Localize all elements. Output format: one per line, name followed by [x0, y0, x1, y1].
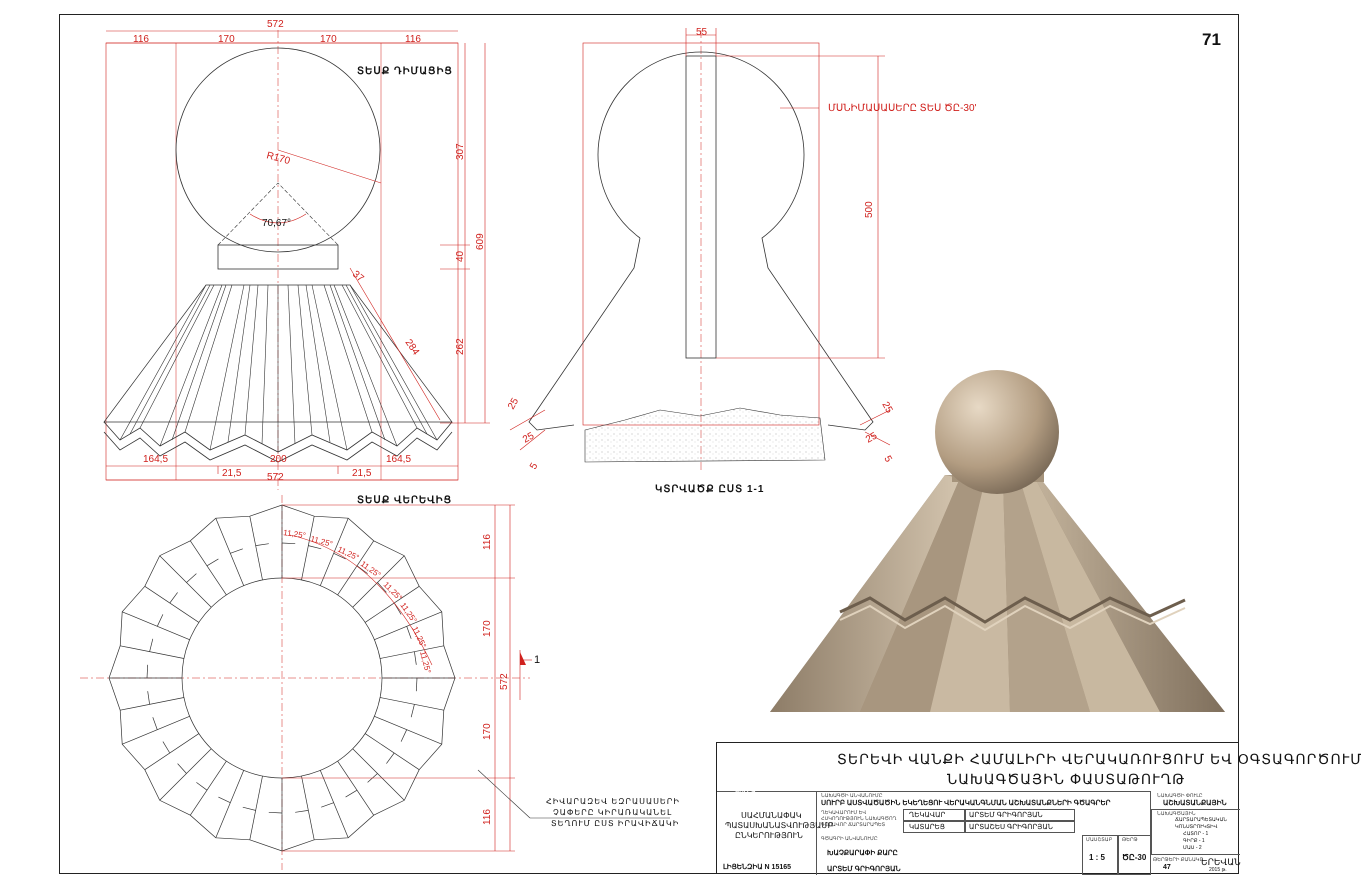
top-view-ray	[338, 761, 374, 815]
dim-top-170b: 170	[482, 723, 493, 740]
org-line1: ՍԱՀՄԱՆԱՓԱԿ	[741, 811, 802, 820]
dim-top-572: 572	[499, 673, 510, 690]
sheet-note-3: ՏԵՂՈՒՄ ԸՍՏ ԻՐԱՎԻՃԱԿԻ	[551, 819, 680, 828]
page-number: 71	[1202, 30, 1221, 49]
top-view-step	[157, 614, 163, 626]
top-view-ray	[190, 541, 226, 595]
top-view-step	[218, 797, 230, 803]
dim-200: 200	[270, 454, 287, 465]
signature: ԱՐՏԵՄ ԳՐԻԳՈՐՅԱՆ	[827, 866, 901, 873]
dim-sec-25c: 25	[879, 400, 895, 416]
top-view-ray	[145, 586, 199, 622]
top-view-step	[321, 803, 334, 808]
scale-label: ՄԱՍՇՏԱԲ	[1086, 837, 1113, 843]
main-title-line1: ՏԵՐԵՎԻ ՎԱՆՔԻ ՀԱՄԱԼԻՐԻ ՎԵՐԱԿԱՌՈՒՑՈՒՄ ԵՎ ՕԳՏԱԳՈՐԾՈՒՄ	[837, 751, 1362, 767]
dim-top-116b: 116	[482, 809, 493, 825]
dim-307: 307	[455, 143, 466, 160]
dim-170-left: 170	[218, 34, 235, 45]
angle-8: 11,25°	[418, 650, 433, 675]
dim-215-left: 21,5	[222, 468, 242, 479]
license: ԼԻՑԵՆԶԻԱ N 15165	[723, 864, 792, 871]
top-view-step	[401, 730, 407, 742]
angle-4: 11,25°	[358, 559, 383, 580]
top-view-ray	[216, 770, 244, 837]
info-3: ՀԱՏՈՐ - 1	[1183, 831, 1209, 837]
logo-text: ՏՈՒՐԱ	[735, 788, 756, 794]
section-view-title: ԿՏՐՎԱԾՔ ԸՍՏ 1-1	[655, 484, 765, 495]
top-view-ray	[302, 516, 315, 580]
top-view-step	[308, 546, 321, 549]
dim-116-right: 116	[405, 34, 421, 45]
top-view-ray	[320, 770, 348, 837]
section-note: ՄՍՆԻՄԱՍԱՍԵՐԸ ՏԵՍ ԾԸ-30'	[828, 103, 977, 114]
top-view-step	[295, 810, 308, 812]
object-label: ՆԱԽԱԳԾԻ ԱՆՎԱՆՈՒՄԸ	[821, 793, 883, 799]
top-view-ray	[380, 646, 444, 659]
org-line2: ՊԱՏԱՍԽԱՆԱՏՎՈՒԹՅԱՄԲ	[725, 821, 834, 830]
dim-572-bottom: 572	[267, 472, 284, 483]
stone-sphere	[935, 370, 1059, 494]
top-view-step	[148, 691, 150, 704]
top-view-ray	[302, 776, 315, 840]
sheets-label: ԹԵՐԹԵՐԻ ՔԱՆԱԿԸ	[1153, 857, 1204, 863]
angle-7: 11,25°	[410, 625, 428, 650]
top-view-step	[416, 678, 417, 691]
sheets-count: 47	[1163, 864, 1171, 871]
city: ԵՐԵՎԱՆ	[1201, 857, 1241, 867]
top-view-ray	[250, 516, 263, 580]
top-view-step	[269, 812, 282, 813]
section-view	[510, 28, 890, 470]
dim-500: 500	[864, 201, 875, 218]
sheet-note-1: ՀԻՎԱՐԱԶԵՎ ԵԶՐԱՍԱՍԵՐԻ	[546, 797, 680, 806]
front-view	[104, 30, 490, 490]
scale: 1 : 5	[1089, 853, 1106, 862]
top-view-step	[170, 592, 178, 603]
angle-3: 11,25°	[336, 544, 361, 563]
top-view-step	[414, 652, 416, 665]
top-view-ray	[145, 734, 199, 770]
front-view-labels	[133, 19, 486, 483]
dim-top-170a: 170	[482, 620, 493, 637]
org-line3: ԸՆԿԵՐՈՒԹՅՈՒՆ	[735, 831, 803, 840]
info-2: ԿՈՆՍՏՐՈՒԿՏԻՎ	[1175, 824, 1218, 830]
info-1: ՃԱՐՏԱՐԱՊԵՏԱԿԱՆ	[1175, 817, 1227, 823]
sheet-note-2: ՉԱՓԵՐԸ ԿԻՐԱՌԱԿԱՆԵԼ	[553, 808, 673, 817]
top-view-step	[150, 639, 153, 652]
dim-572-top: 572	[267, 19, 284, 30]
dim-sec-5a: 5	[528, 461, 541, 472]
role-small: ՂԵԿԱՎԱՐՈՒՄ ԵՎ ՀՍԿՈՂՈՒԹՅՈՒՆ ՆԱԽԱԳԾՈՂ ԳԼԽԱՎՈՐ ՃԱՐՏԱՐԱՊԵՏ	[821, 810, 897, 828]
angle-1: 11,25°	[282, 528, 307, 541]
role-2: ԿԱՏԱՐԵՑ	[909, 824, 945, 831]
role-1: ՂԵԿԱՎԱՐ	[909, 812, 946, 819]
stage-label: ՆԱԽԱԳԾԻ ՓՈՒԼԸ	[1157, 793, 1203, 799]
top-view-ray	[380, 698, 444, 711]
top-view-step	[153, 717, 158, 730]
info-4: ԳԻՐՔ - 1	[1183, 838, 1205, 844]
top-view-ray	[122, 612, 189, 640]
dim-284: 284	[402, 337, 422, 358]
top-view-step	[256, 544, 269, 546]
top-view-ray	[122, 716, 189, 744]
top-view-ray	[365, 734, 419, 770]
info-label: ՆԱԽԱԳԾԱՅԻՆ	[1157, 811, 1196, 817]
angle-5: 11,25°	[381, 580, 404, 603]
dim-top-116a: 116	[482, 534, 493, 550]
dim-55: 55	[696, 27, 708, 38]
angle-2: 11,25°	[309, 534, 334, 549]
top-view-title: ՏԵՍՔ ՎԵՐԵՎԻՑ	[357, 495, 453, 506]
stone-render	[770, 370, 1225, 712]
dim-sec-25d: 25	[864, 430, 880, 446]
dim-37: 37	[350, 268, 366, 285]
top-view-step	[207, 559, 218, 566]
top-view-step	[243, 807, 256, 810]
dim-170-right: 170	[320, 34, 337, 45]
name-2: ԱՐՏԱՇԵՍ ԳՐԻԳՈՐՅԱՆ	[969, 824, 1053, 831]
top-view-step	[386, 753, 394, 764]
top-view-ray	[120, 698, 184, 711]
code-label: ԹԵՐԹ	[1122, 837, 1138, 843]
section-marker: 1	[534, 654, 541, 666]
front-bounding-box	[106, 43, 458, 480]
top-view-ray	[250, 776, 263, 840]
top-view-step	[346, 790, 357, 797]
main-title-line2: ՆԱԽԱԳԾԱՅԻՆ ՓԱՍՏԱԹՈՒՂԹ	[947, 771, 1186, 787]
top-view-ray	[120, 646, 184, 659]
top-view-step	[411, 704, 414, 717]
front-view-title: ՏԵՍՔ ԴԻՄԱՑԻՑ	[357, 66, 453, 77]
dim-40: 40	[455, 250, 466, 262]
top-view-step	[187, 574, 197, 583]
dim-215-right: 21,5	[352, 468, 372, 479]
object-name: ՍՈՒՐԲ ԱՍՏՎԱԾԱԾԻՆ ԵԿԵՂԵՑՈՒ ՎԵՐԱԿԱՆԳՆՄԱՆ ԱՇԽԱՏԱՆՔՆԵՐԻ ԳԾԱԳՐԵՐ	[821, 800, 1111, 807]
name-1: ԱՐՏԵՄ ԳՐԻԳՈՐՅԱՆ	[969, 812, 1043, 819]
dim-sec-5b: 5	[881, 454, 894, 465]
sheet-label: ԳԾԱԳՐԻ ԱՆՎԱՆՈՒՄԸ	[821, 836, 878, 842]
dim-262: 262	[455, 338, 466, 355]
top-view-ray	[160, 749, 212, 801]
dim-116-left: 116	[133, 34, 149, 45]
dim-1645-right: 164,5	[386, 454, 412, 465]
top-view-step	[230, 549, 243, 554]
angle-6: 11,25°	[398, 600, 419, 625]
top-view-step	[147, 665, 148, 678]
top-view-ray	[374, 716, 441, 744]
title-block	[716, 742, 1362, 874]
top-view-step	[282, 543, 295, 544]
dim-sec-25a: 25	[506, 396, 522, 412]
top-view-step	[196, 782, 207, 790]
dim-sec-25b: 25	[521, 430, 537, 446]
info-5: ՄԱՍ - 2	[1183, 845, 1202, 851]
dim-609: 609	[475, 233, 486, 250]
dim-radius: R170	[265, 150, 292, 168]
stage-value: ԱՇԽԱՏԱՆՔԱՅԻՆ	[1163, 800, 1227, 807]
dim-1645-left: 164,5	[143, 454, 169, 465]
top-view-ray	[216, 518, 244, 585]
code: ԾԸ-30	[1122, 853, 1147, 862]
top-view-step	[178, 764, 187, 774]
top-view-ray	[190, 761, 226, 815]
sheet-name: ԽԱՉՔԱՐԱՓԻ ՔԱՐԸ	[827, 850, 898, 857]
top-view-step	[163, 742, 170, 753]
dim-angle: 70,67°	[262, 218, 292, 229]
top-view-ray	[353, 749, 405, 801]
top-view-ray	[160, 556, 212, 608]
year: 2015 թ.	[1209, 867, 1227, 873]
